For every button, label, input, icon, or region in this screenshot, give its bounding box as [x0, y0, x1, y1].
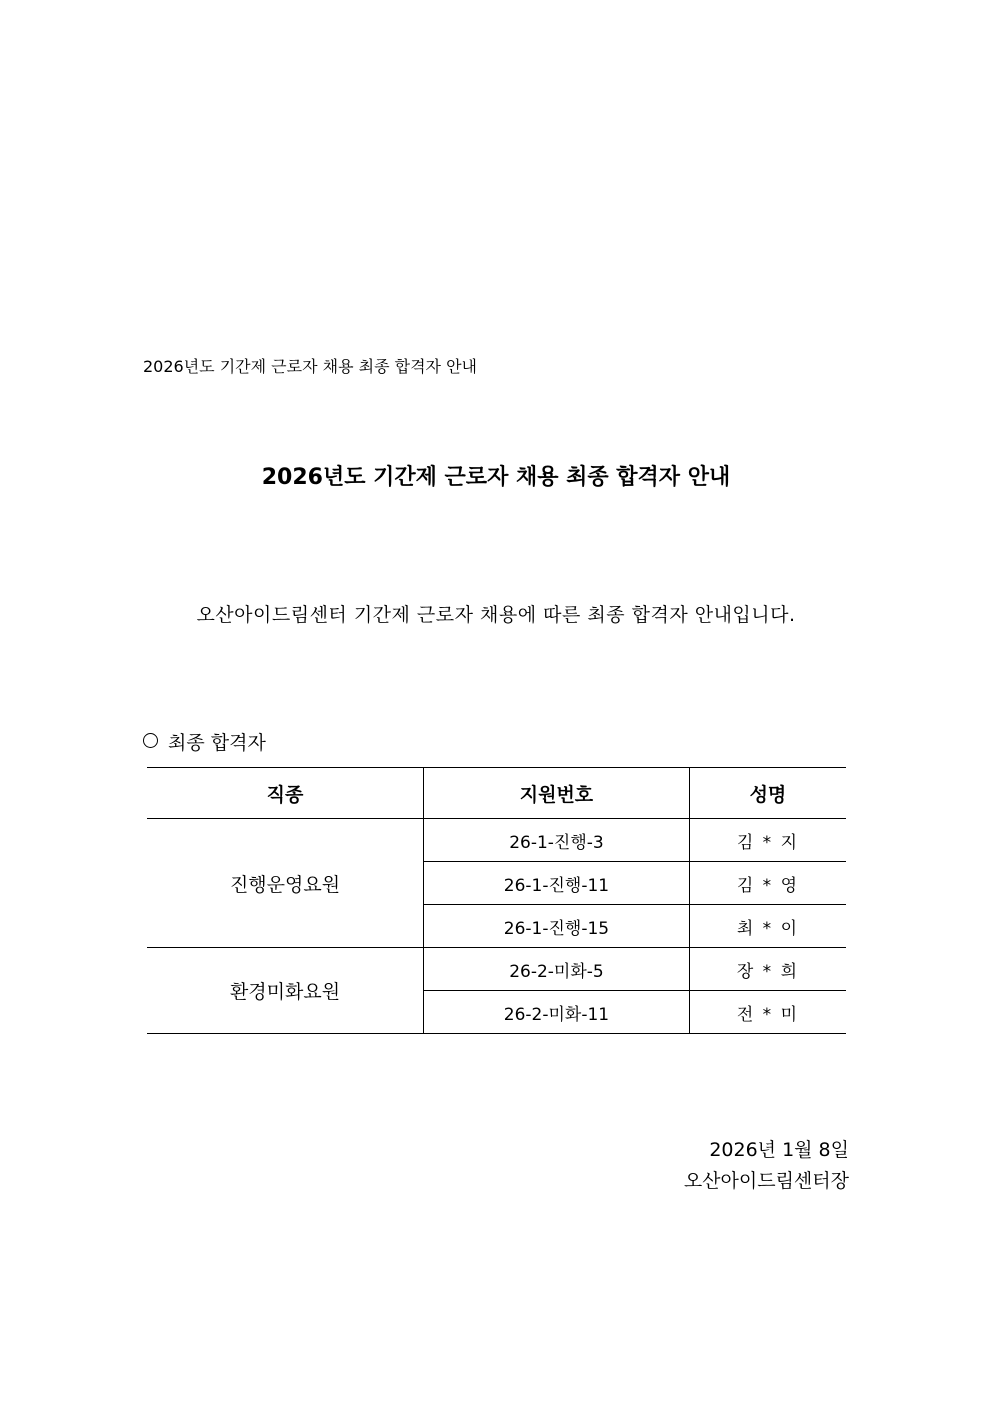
header-name: 성명	[689, 768, 846, 819]
name-cell	[689, 862, 846, 905]
signer: 오산아이드림센터장	[683, 1170, 849, 1192]
name-text: 장 * 희	[736, 961, 799, 982]
name-text: 전 * 미	[736, 1004, 799, 1025]
header-job: 직종	[147, 768, 424, 819]
table-row	[147, 948, 846, 991]
name-cell	[689, 948, 846, 991]
name-cell	[689, 819, 846, 862]
section-heading-label: 최종 합격자	[168, 732, 266, 754]
section-heading	[143, 728, 266, 755]
table-header-row	[147, 768, 846, 819]
circle-bullet-icon	[143, 733, 158, 748]
number-cell: 26-2-미화-5	[424, 948, 690, 991]
result-table	[147, 767, 846, 1034]
header-number: 지원번호	[424, 768, 690, 819]
name-cell	[689, 991, 846, 1034]
job-cell: 환경미화요원	[147, 948, 424, 1034]
name-cell	[689, 905, 846, 948]
name-text: 최 * 이	[736, 918, 799, 939]
number-cell: 26-1-진행-15	[424, 905, 690, 948]
document-date: 2026년 1월 8일	[709, 1139, 849, 1161]
number-cell: 26-2-미화-11	[424, 991, 690, 1034]
name-text: 김 * 지	[736, 832, 799, 853]
name-text: 김 * 영	[736, 875, 799, 896]
intro-text: 오산아이드림센터 기간제 근로자 채용에 따른 최종 합격자 안내입니다.	[196, 604, 796, 626]
job-cell: 진행운영요원	[147, 819, 424, 948]
number-cell: 26-1-진행-3	[424, 819, 690, 862]
number-cell: 26-1-진행-11	[424, 862, 690, 905]
table-row	[147, 819, 846, 862]
document-header: 2026년도 기간제 근로자 채용 최종 합격자 안내	[143, 357, 477, 376]
document-title: 2026년도 기간제 근로자 채용 최종 합격자 안내	[261, 465, 731, 490]
